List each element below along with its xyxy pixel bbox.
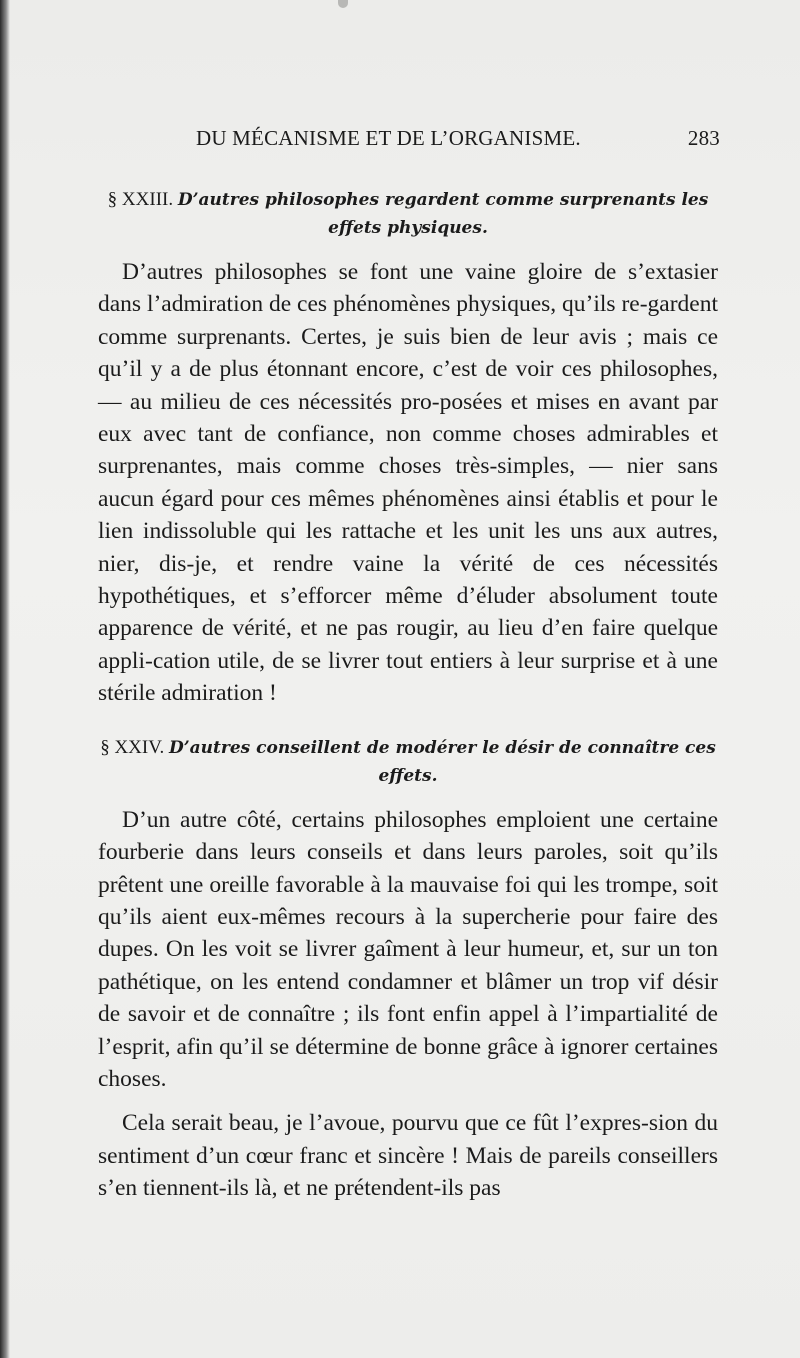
page-number: 283 [687, 126, 720, 150]
section-number: § XXIV. [100, 736, 165, 758]
section-heading-23 [98, 186, 718, 242]
paragraph: D’un autre côté, certains philosophes emploient une certaine fourberie dans leurs conseils et dans leurs paroles, soit qu’ils prêtent une oreille favorable à la mauvaise foi qui les trompe, soit qu’ils aient eux-mêmes recours à la supercherie pour faire des dupes. On les voit se livrer gaîment à leur humeur, et, sur un ton pathétique, on les entend condamner et blâmer un trop vif désir de savoir et de connaître ; ils font enfin appel à l’impartialité de l’esprit, afin qu’il se détermine de bonne grâce à ignorer certaines choses. [98, 806, 718, 1092]
section-number: § XXIII. [107, 189, 174, 210]
running-head [98, 118, 718, 158]
running-head-title: DU MÉCANISME ET DE L’ORGANISME. [196, 126, 581, 150]
section-title: D’autres conseillent de modérer le désir de connaître ces effets. [169, 737, 716, 786]
section-heading-24 [98, 734, 718, 790]
paragraph: D’autres philosophes se font une vaine gloire de s’extasier dans l’admiration de ces phénomènes physiques, qu’ils re-gardent comme surprenants. Certes, je suis bien de leur avis ; mais ce qu’il y a de plus étonnant encore, c’est de voir ces philosophes, — au milieu de ces nécessités pro-posées et mises en avant par eux avec tant de confiance, non comme choses admirables et surprenantes, mais comme choses très-simples, — nier sans aucun égard pour ces mêmes phénomènes ainsi établis et pour le lien indissoluble qui les rattache et les unit les uns aux autres, nier, dis-je, et rendre vaine la vérité de ces nécessités hypothétiques, et s’efforcer même d’éluder absolument toute apparence de vérité, et ne pas rougir, au lieu d’en faire quelque appli-cation utile, de se livrer tout entiers à leur surprise et à une stérile admiration ! [98, 259, 718, 707]
ink-mark [338, 0, 348, 8]
text-block [98, 118, 718, 1205]
paragraph: Cela serait beau, je l’avoue, pourvu que ce fût l’expres-sion du sentiment d’un cœur franc et sincère ! Mais de pareils conseillers s’en tiennent-ils là, et ne prétendent-ils pas [98, 1110, 718, 1202]
section-title: D’autres philosophes regardent comme surprenants les effets physiques. [177, 190, 709, 238]
